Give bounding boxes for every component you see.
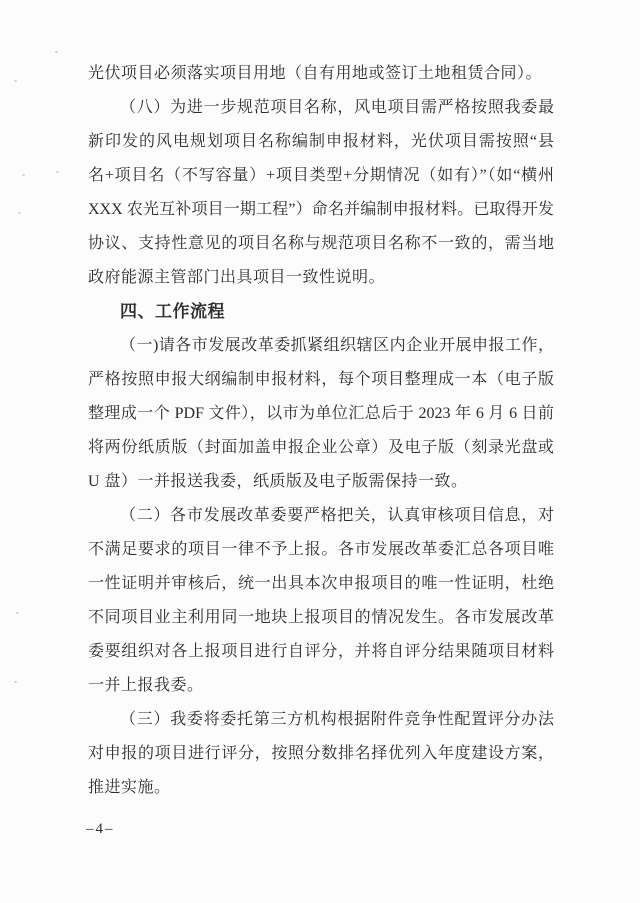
scan-speck (22, 174, 25, 176)
text-line: 委要组织对各上报项目进行自评分，并将自评分结果随项目材料 (88, 643, 554, 660)
text-line: 新印发的风电规划项目名称编制申报材料，光伏项目需按照“县 (88, 133, 554, 150)
text-line: 光伏项目必须落实项目用地（自有用地或签订土地租赁合同）。 (88, 65, 543, 82)
text-line: 对申报的项目进行评分，按照分数排名择优列入年度建设方案， (88, 745, 554, 762)
text-line: 一性证明并审核后，统一出具本次申报项目的唯一性证明，杜绝 (88, 575, 554, 592)
text-line: 一并上报我委。 (88, 677, 204, 694)
text-line: 将两份纸质版（封面加盖申报企业公章）及电子版（刻录光盘或 (88, 439, 554, 456)
document-body (88, 57, 554, 805)
text-line: （二）各市发展改革委要严格把关，认真审核项目信息，对 (120, 507, 554, 524)
text-line: 严格按照申报大纲编制申报材料，每个项目整理成一本（电子版 (88, 371, 554, 388)
text-line: （三）我委将委托第三方机构根据附件竞争性配置评分办法 (120, 711, 554, 728)
scan-speck (16, 612, 19, 614)
text-line: （一)请各市发展改革委抓紧组织辖区内企业开展申报工作， (120, 337, 554, 354)
text-line: 政府能源主管部门出具项目一致性说明。 (88, 269, 386, 286)
text-line: 名+项目名（不写容量）+项目类型+分期情况（如有）”（如“横州 (88, 167, 554, 184)
text-line: 不满足要求的项目一律不予上报。各市发展改革委汇总各项目唯 (88, 541, 554, 558)
text-line: 不同项目业主利用同一地块上报项目的情况发生。各市发展改革 (88, 609, 554, 626)
scan-speck (56, 171, 59, 173)
scan-speck (55, 51, 58, 53)
scan-speck (18, 212, 21, 214)
page-number: –4– (86, 821, 115, 837)
section-heading: 四、工作流程 (120, 302, 225, 321)
scan-speck (14, 681, 17, 683)
scan-speck (14, 80, 17, 82)
text-line: 协议、支持性意见的项目名称与规范项目名称不一致的，需当地 (88, 235, 554, 252)
text-line: XXX 农光互补项目一期工程”）命名并编制申报材料。已取得开发 (88, 201, 554, 218)
text-line: 整理成一个 PDF 文件），以市为单位汇总后于 2023 年 6 月 6 日前 (88, 405, 554, 422)
text-line: U 盘）一并报送我委，纸质版及电子版需保持一致。 (88, 473, 468, 490)
text-line: （八）为进一步规范项目名称，风电项目需严格按照我委最 (120, 99, 554, 116)
text-line: 推进实施。 (88, 779, 171, 796)
